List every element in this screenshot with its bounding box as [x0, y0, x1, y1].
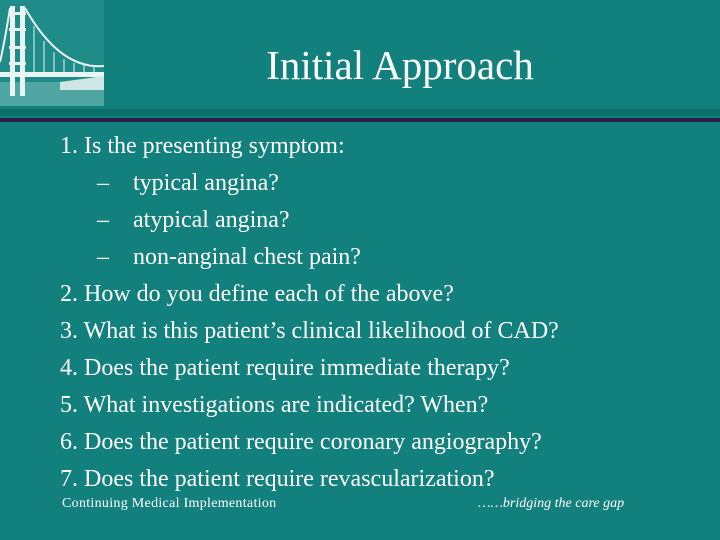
list-subitem [60, 239, 710, 276]
list-item [60, 313, 710, 350]
list-item [60, 424, 710, 461]
list-item-text: 5. What investigations are indicated? When? [60, 392, 489, 418]
list-item [60, 128, 710, 165]
dash-bullet: – [97, 207, 109, 233]
list-item [60, 461, 710, 498]
list-item-text: 4. Does the patient require immediate therapy? [60, 355, 510, 381]
question-list [60, 128, 710, 498]
footer-right-text: ……bridging the care gap [478, 496, 625, 511]
list-item-text: 7. Does the patient require revascularization? [60, 466, 495, 492]
title-divider-thin [0, 118, 720, 122]
slide-title: Initial Approach [266, 42, 534, 88]
list-subitem-text: atypical angina? [133, 207, 290, 233]
list-subitem-text: non-anginal chest pain? [133, 244, 361, 270]
list-subitem-text: typical angina? [133, 170, 279, 196]
list-item-text: 2. How do you define each of the above? [60, 281, 454, 307]
golden-gate-bridge-icon [0, 0, 104, 106]
list-item [60, 350, 710, 387]
footer-left-text: Continuing Medical Implementation [62, 496, 277, 511]
list-subitem [60, 202, 710, 239]
dash-bullet: – [97, 244, 109, 270]
list-subitem [60, 165, 710, 202]
list-item-text: 3. What is this patient’s clinical likelihood of CAD? [60, 318, 559, 344]
list-item [60, 387, 710, 424]
list-item-text: 1. Is the presenting symptom: [60, 133, 345, 159]
title-divider [0, 109, 720, 116]
list-item-text: 6. Does the patient require coronary angiography? [60, 429, 542, 455]
dash-bullet: – [97, 170, 109, 196]
list-item [60, 276, 710, 313]
